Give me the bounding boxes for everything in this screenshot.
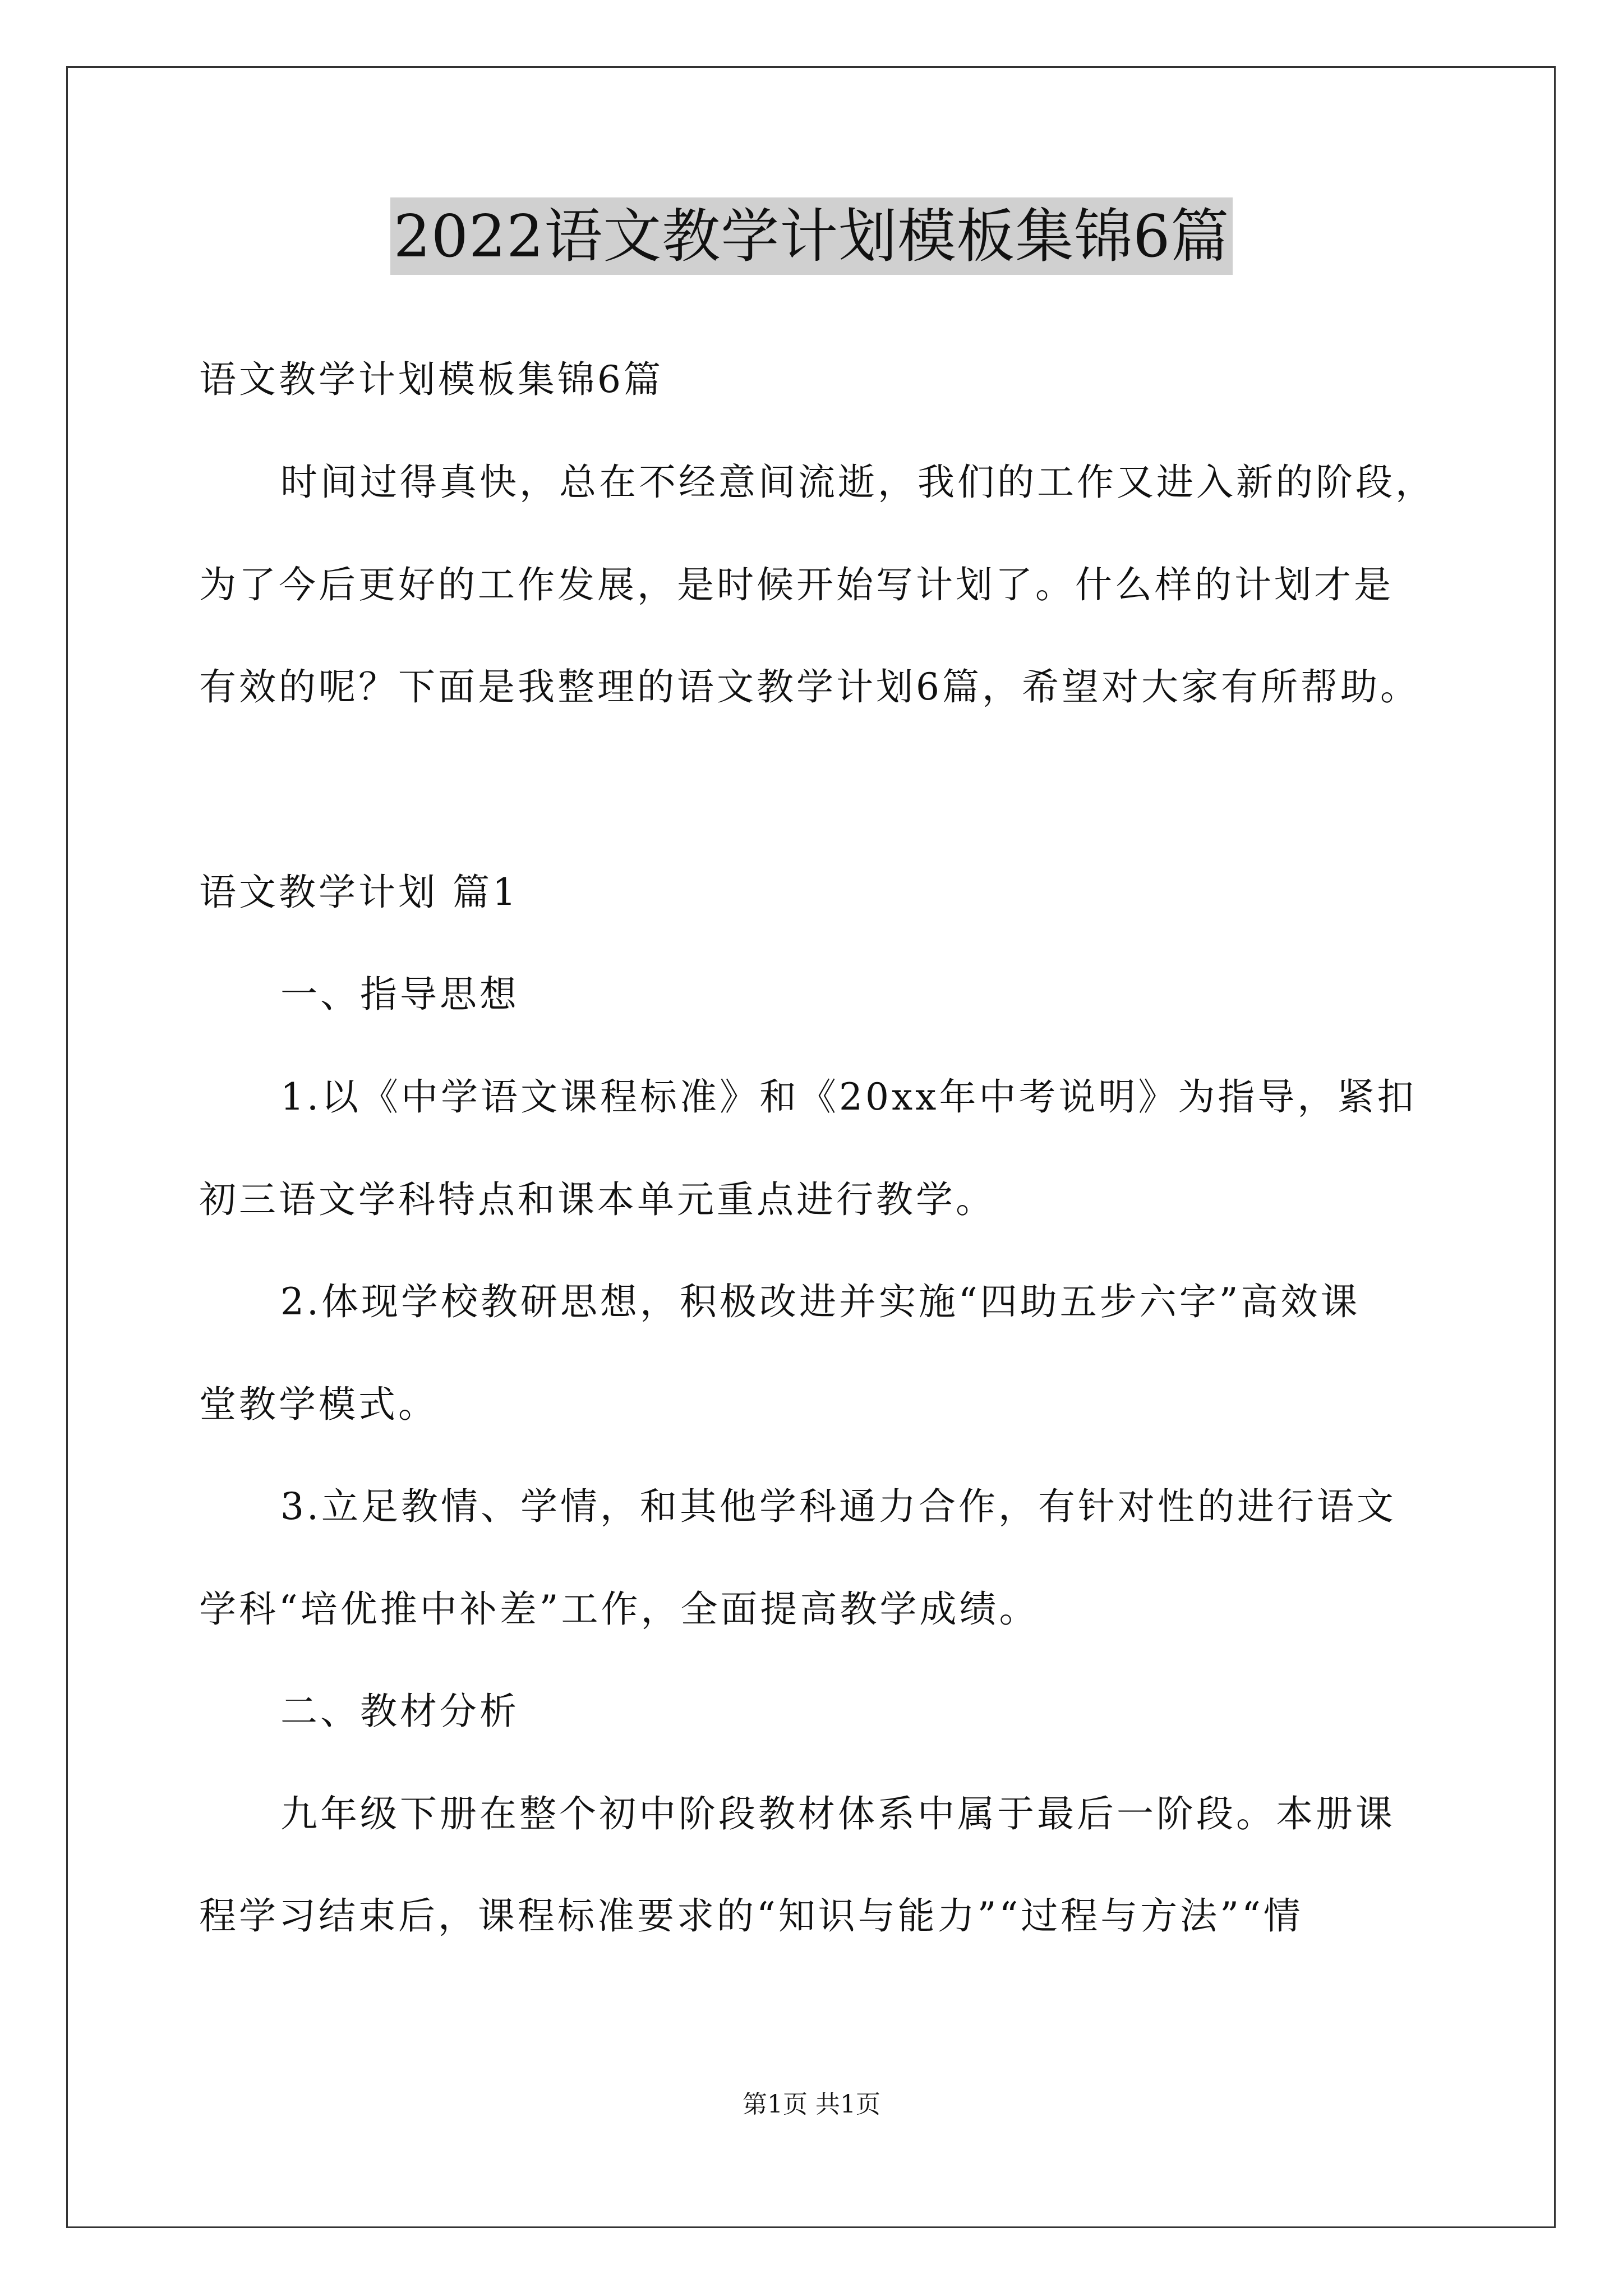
paragraph-line: 初三语文学科特点和课本单元重点进行教学。	[199, 1178, 995, 1221]
page-footer: 第1页 共1页	[743, 2090, 880, 2119]
subtitle: 语文教学计划模板集锦6篇	[199, 358, 663, 401]
intro-paragraph-line: 为了今后更好的工作发展，是时候开始写计划了。什么样的计划才是	[199, 563, 1394, 606]
title-container	[0, 197, 1623, 275]
paragraph-line: 1.以《中学语文课程标准》和《20xx年中考说明》为指导，紧扣	[280, 1075, 1417, 1119]
paragraph-line: 堂教学模式。	[199, 1383, 438, 1426]
section-heading: 语文教学计划 篇1	[199, 871, 519, 914]
paragraph-line: 程学习结束后，课程标准要求的“知识与能力”“过程与方法”“情	[199, 1894, 1303, 1938]
paragraph-line: 九年级下册在整个初中阶段教材体系中属于最后一阶段。本册课	[280, 1792, 1395, 1835]
subheading-textbook-analysis: 二、教材分析	[280, 1690, 519, 1733]
document-title: 2022语文教学计划模板集锦6篇	[390, 197, 1233, 275]
intro-paragraph-line: 有效的呢？下面是我整理的语文教学计划6篇，希望对大家有所帮助。	[199, 665, 1420, 708]
intro-paragraph-line: 时间过得真快，总在不经意间流逝，我们的工作又进入新的阶段，	[280, 461, 1435, 504]
paragraph-line: 学科“培优推中补差”工作，全面提高教学成绩。	[199, 1588, 1039, 1631]
subheading-guiding-thought: 一、指导思想	[280, 973, 519, 1016]
paragraph-line: 2.体现学校教研思想，积极改进并实施“四助五步六字”高效课	[280, 1280, 1361, 1323]
paragraph-line: 3.立足教情、学情，和其他学科通力合作，有针对性的进行语文	[280, 1485, 1396, 1528]
